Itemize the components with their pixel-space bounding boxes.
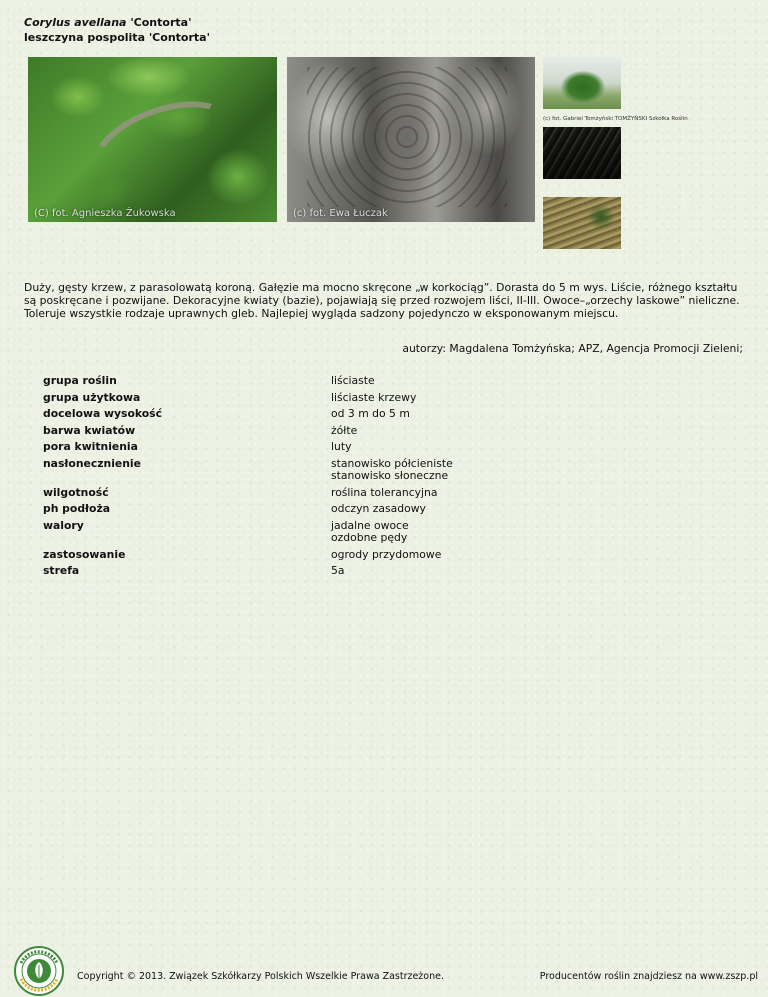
- attribute-values: [331, 565, 345, 578]
- producers-link[interactable]: Producentów roślin znajdziesz na www.zszp.pl: [539, 971, 758, 982]
- copyright-text: Copyright © 2013. Związek Szkółkarzy Polskich Wszelkie Prawa Zastrzeżone.: [77, 971, 444, 982]
- attributes-table: [43, 375, 543, 582]
- attribute-values: [331, 487, 438, 500]
- attribute-label: pora kwitnienia: [43, 440, 138, 453]
- attribute-label: ph podłoża: [43, 502, 111, 515]
- attribute-label: grupa roślin: [43, 374, 117, 387]
- photo-contorted-branches: [287, 57, 535, 222]
- photo-credit-1: (C) fot. Agnieszka Żukowska: [34, 208, 176, 219]
- attribute-value: liściaste krzewy: [331, 390, 417, 404]
- attribute-values: [331, 375, 375, 388]
- attribute-value: roślina tolerancyjna: [331, 485, 438, 499]
- thumbnail-credit: (c) fot. Gabriel Tomżyński TOMŻYŃSKI Szkółka Roślin: [543, 116, 688, 122]
- attribute-row: [43, 425, 543, 438]
- thumbnail-catkins[interactable]: [543, 197, 621, 249]
- attribute-value: luty: [331, 440, 352, 453]
- photo-hazel-leaves: [28, 57, 277, 222]
- attribute-value: 5a: [331, 564, 345, 577]
- latin-name: Corylus avellana: [24, 16, 127, 29]
- attribute-values: [331, 549, 441, 562]
- attribute-label: nasłonecznienie: [43, 456, 141, 470]
- attribute-values: [331, 408, 410, 421]
- attribute-row: [43, 565, 543, 578]
- attribute-values: [331, 503, 426, 516]
- plant-description: Duży, gęsty krzew, z parasolowatą koroną. Gałęzie ma mocno skręcone „w korkociąg”. Dorasta do 5 m wys. Liście, różnego kształtu są poskręcane i pozwijane. Dekoracyjne kwiaty (bazie), pojawiają się przed rozwojem liści, II-III. Owoce–„orzechy laskowe” nieliczne. Toleruje wszystkie rodzaje uprawnych gleb. Najlepiej wygląda sadzony pojedynczo w eksponowanym miejscu.: [24, 281, 740, 320]
- attribute-values: [331, 520, 409, 545]
- thumbnail-branches[interactable]: [543, 127, 621, 179]
- attribute-label: walory: [43, 518, 84, 532]
- attribute-label: zastosowanie: [43, 547, 126, 561]
- attribute-value: odczyn zasadowy: [331, 502, 426, 515]
- attribute-row: [43, 503, 543, 516]
- attribute-value: od 3 m do 5 m: [331, 407, 410, 420]
- attribute-value: jadalne owoce: [331, 518, 409, 532]
- attribute-values: [331, 441, 351, 454]
- attribute-row: [43, 549, 543, 562]
- attribute-value: stanowisko półcieniste: [331, 456, 453, 470]
- cultivar-name: 'Contorta': [126, 16, 192, 29]
- attribute-row: [43, 392, 543, 405]
- attribute-label: docelowa wysokość: [43, 407, 162, 420]
- attribute-values: [331, 458, 453, 483]
- attribute-row: [43, 487, 543, 500]
- thumbnail-shrub[interactable]: [543, 57, 621, 109]
- attribute-row: [43, 458, 543, 483]
- zszp-logo: [13, 945, 65, 997]
- attribute-value: ogrody przydomowe: [331, 547, 442, 561]
- attribute-value: żółte: [331, 423, 358, 437]
- attribute-row: [43, 441, 543, 454]
- attribute-row: [43, 408, 543, 421]
- attribute-row: [43, 375, 543, 388]
- attribute-value: liściaste: [331, 374, 375, 387]
- attribute-label: barwa kwiatów: [43, 423, 136, 437]
- attribute-label: strefa: [43, 564, 80, 577]
- attribute-value: ozdobne pędy: [331, 531, 408, 544]
- photo-credit-2: (c) fot. Ewa Łuczak: [293, 208, 388, 219]
- attribute-values: [331, 392, 416, 405]
- authors-line: autorzy: Magdalena Tomżyńska; APZ, Agencja Promocji Zieleni;: [402, 342, 743, 355]
- attribute-label: grupa użytkowa: [43, 390, 141, 404]
- attribute-values: [331, 425, 357, 438]
- attribute-value: stanowisko słoneczne: [331, 469, 449, 482]
- plant-title: [24, 15, 210, 45]
- attribute-label: wilgotność: [43, 485, 109, 499]
- polish-name: leszczyna pospolita 'Contorta': [24, 31, 210, 44]
- attribute-row: [43, 520, 543, 545]
